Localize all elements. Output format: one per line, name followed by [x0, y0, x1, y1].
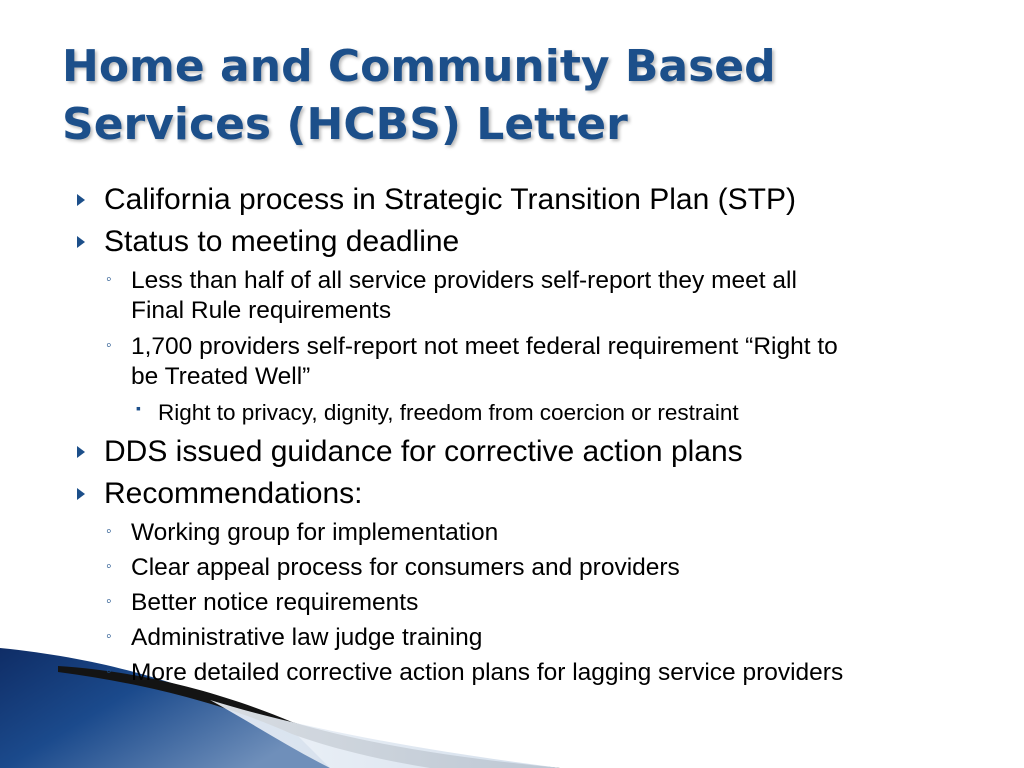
bullet-text: Right to privacy, dignity, freedom from coercion or restraint — [158, 400, 739, 425]
arrow-bullet-icon — [77, 236, 85, 248]
bullet-text: DDS issued guidance for corrective action plans — [104, 435, 743, 468]
sub-bullet-corrective-plans — [106, 658, 844, 688]
bullet-text: Recommendations: — [104, 477, 363, 510]
bullet-california-process — [104, 183, 796, 217]
circle-bullet-icon: ◦ — [106, 628, 112, 645]
circle-bullet-icon: ◦ — [106, 593, 112, 610]
slide-title — [62, 38, 962, 154]
bullet-text: Status to meeting deadline — [104, 225, 460, 258]
sub-bullet-1700-providers — [106, 332, 838, 392]
sub-sub-bullet-right-to-privacy — [136, 399, 739, 427]
bullet-text: Clear appeal process for consumers and providers — [131, 554, 680, 581]
bullet-status-deadline — [104, 225, 459, 259]
circle-bullet-icon: ◦ — [106, 663, 112, 680]
bullet-text: Working group for implementation — [131, 519, 499, 546]
arrow-bullet-icon — [77, 194, 85, 206]
slide-title-line-2: Services (HCBS) Letter — [62, 99, 628, 150]
bullet-dds-guidance — [104, 435, 743, 469]
bullet-text: More detailed corrective action plans for lagging service providers — [131, 659, 844, 686]
sub-bullet-less-than-half — [106, 266, 797, 326]
bullet-text-line-2: be Treated Well” — [131, 363, 311, 390]
square-bullet-icon: ▪ — [136, 400, 141, 416]
bullet-text-line-1: 1,700 providers self-report not meet federal requirement “Right to — [131, 333, 838, 360]
arrow-bullet-icon — [77, 488, 85, 500]
circle-bullet-icon: ◦ — [106, 337, 112, 354]
circle-bullet-icon: ◦ — [106, 271, 112, 288]
circle-bullet-icon: ◦ — [106, 523, 112, 540]
bullet-text-line-2: Final Rule requirements — [131, 297, 392, 324]
sub-bullet-working-group — [106, 518, 499, 548]
bullet-text: Better notice requirements — [131, 589, 419, 616]
bullet-text-line-1: Less than half of all service providers self-report they meet all — [131, 267, 797, 294]
arrow-bullet-icon — [77, 446, 85, 458]
circle-bullet-icon: ◦ — [106, 558, 112, 575]
sub-bullet-judge-training — [106, 623, 483, 653]
bullet-recommendations — [104, 477, 362, 511]
sub-bullet-appeal-process — [106, 553, 680, 583]
sub-bullet-notice-requirements — [106, 588, 419, 618]
slide-title-line-1: Home and Community Based — [62, 41, 776, 92]
bullet-text: Administrative law judge training — [131, 624, 483, 651]
bullet-text: California process in Strategic Transition Plan (STP) — [104, 183, 796, 216]
